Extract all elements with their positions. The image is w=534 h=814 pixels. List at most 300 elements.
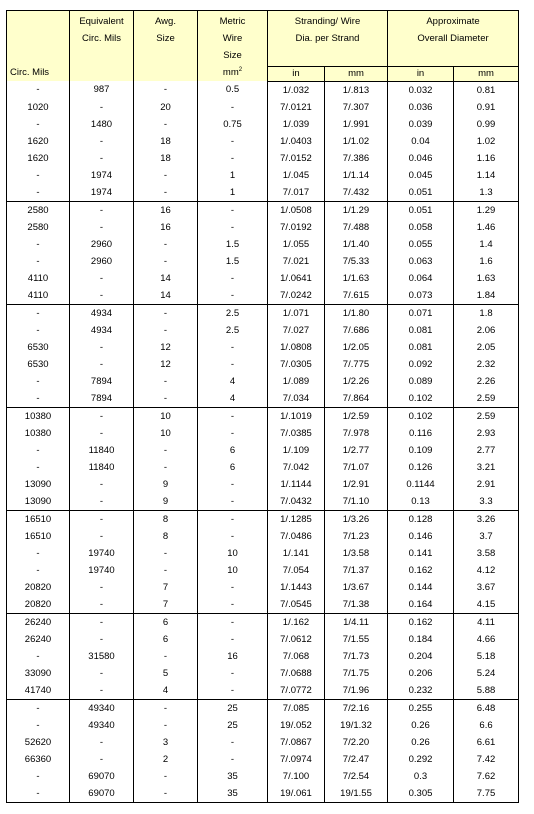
cell-metric-size: -	[198, 613, 268, 631]
header-text: Circ. Mils	[81, 33, 122, 44]
cell-equiv-circ-mils: 987	[70, 81, 134, 99]
cell-strand-in: 1/.1285	[268, 510, 325, 528]
cell-equiv-circ-mils: -	[70, 579, 134, 596]
col-header-stranding	[268, 11, 388, 67]
cell-diameter-in: 0.128	[388, 510, 454, 528]
cell-diameter-in: 0.063	[388, 253, 454, 270]
cell-strand-mm: 19/1.32	[325, 717, 388, 734]
cell-metric-size: 0.75	[198, 116, 268, 133]
cell-diameter-in: 0.292	[388, 751, 454, 768]
cell-circ-mils: 2580	[7, 219, 70, 236]
cell-strand-mm: 1/2.26	[325, 373, 388, 390]
table-row	[7, 528, 519, 545]
cell-equiv-circ-mils: -	[70, 425, 134, 442]
cell-diameter-mm: 4.11	[454, 613, 519, 631]
cell-strand-mm: 7/1.96	[325, 682, 388, 700]
cell-strand-mm: 7/2.47	[325, 751, 388, 768]
cell-strand-mm: 7/2.20	[325, 734, 388, 751]
cell-equiv-circ-mils: 31580	[70, 648, 134, 665]
cell-diameter-in: 0.102	[388, 390, 454, 408]
cell-circ-mils: -	[7, 236, 70, 253]
cell-awg-size: 18	[134, 150, 198, 167]
cell-diameter-mm: 2.91	[454, 476, 519, 493]
cell-strand-in: 7/.0432	[268, 493, 325, 511]
table-row	[7, 734, 519, 751]
subheader-diameter-in: in	[388, 66, 454, 81]
cell-circ-mils: 16510	[7, 510, 70, 528]
table-row	[7, 648, 519, 665]
cell-strand-mm: 7/1.07	[325, 459, 388, 476]
cell-equiv-circ-mils: -	[70, 270, 134, 287]
cell-diameter-mm: 4.12	[454, 562, 519, 579]
cell-strand-in: 1/.0508	[268, 201, 325, 219]
header-text: Awg.	[155, 16, 176, 27]
cell-diameter-mm: 4.66	[454, 631, 519, 648]
header-text: Approximate	[426, 16, 480, 27]
cell-awg-size: -	[134, 253, 198, 270]
cell-diameter-in: 0.04	[388, 133, 454, 150]
cell-strand-mm: 1/1.29	[325, 201, 388, 219]
cell-equiv-circ-mils: -	[70, 493, 134, 511]
cell-strand-in: 1/.071	[268, 304, 325, 322]
cell-awg-size: 16	[134, 219, 198, 236]
table-row	[7, 201, 519, 219]
cell-strand-in: 19/.061	[268, 785, 325, 803]
table-row	[7, 304, 519, 322]
cell-strand-mm: 19/1.55	[325, 785, 388, 803]
cell-strand-in: 1/.032	[268, 81, 325, 99]
cell-diameter-mm: 2.93	[454, 425, 519, 442]
cell-strand-mm: 1/.991	[325, 116, 388, 133]
table-row	[7, 390, 519, 408]
cell-awg-size: 10	[134, 407, 198, 425]
table-row	[7, 785, 519, 803]
cell-diameter-mm: 1.6	[454, 253, 519, 270]
cell-strand-mm: 7/.864	[325, 390, 388, 408]
cell-metric-size: -	[198, 665, 268, 682]
table-row	[7, 81, 519, 99]
cell-equiv-circ-mils: 1480	[70, 116, 134, 133]
cell-diameter-mm: 3.3	[454, 493, 519, 511]
cell-metric-size: 6	[198, 442, 268, 459]
cell-metric-size: -	[198, 579, 268, 596]
cell-awg-size: -	[134, 785, 198, 803]
cell-diameter-mm: 3.58	[454, 545, 519, 562]
cell-circ-mils: -	[7, 785, 70, 803]
cell-metric-size: 10	[198, 545, 268, 562]
cell-circ-mils: 10380	[7, 425, 70, 442]
cell-equiv-circ-mils: -	[70, 528, 134, 545]
cell-circ-mils: 1020	[7, 99, 70, 116]
cell-awg-size: -	[134, 167, 198, 184]
cell-equiv-circ-mils: -	[70, 201, 134, 219]
cell-circ-mils: 13090	[7, 476, 70, 493]
cell-metric-size: -	[198, 493, 268, 511]
cell-strand-mm: 1/2.59	[325, 407, 388, 425]
cell-strand-in: 7/.0486	[268, 528, 325, 545]
cell-diameter-in: 0.092	[388, 356, 454, 373]
cell-strand-in: 1/.1144	[268, 476, 325, 493]
cell-circ-mils: 52620	[7, 734, 70, 751]
header-text: Metric	[219, 16, 246, 27]
table-row	[7, 545, 519, 562]
cell-diameter-mm: 1.84	[454, 287, 519, 305]
cell-strand-in: 19/.052	[268, 717, 325, 734]
cell-equiv-circ-mils: -	[70, 682, 134, 700]
cell-diameter-in: 0.232	[388, 682, 454, 700]
cell-circ-mils: -	[7, 81, 70, 99]
cell-circ-mils: -	[7, 768, 70, 785]
cell-diameter-in: 0.116	[388, 425, 454, 442]
table-row	[7, 510, 519, 528]
cell-awg-size: -	[134, 304, 198, 322]
cell-strand-in: 7/.0192	[268, 219, 325, 236]
cell-diameter-mm: 1.4	[454, 236, 519, 253]
cell-circ-mils: 10380	[7, 407, 70, 425]
cell-awg-size: -	[134, 322, 198, 339]
cell-equiv-circ-mils: -	[70, 133, 134, 150]
cell-circ-mils: -	[7, 442, 70, 459]
table-row	[7, 116, 519, 133]
cell-circ-mils: -	[7, 459, 70, 476]
cell-equiv-circ-mils: -	[70, 99, 134, 116]
table-row	[7, 631, 519, 648]
cell-strand-in: 7/.0974	[268, 751, 325, 768]
cell-circ-mils: -	[7, 167, 70, 184]
cell-diameter-mm: 2.05	[454, 339, 519, 356]
cell-equiv-circ-mils: -	[70, 356, 134, 373]
cell-diameter-mm: 6.61	[454, 734, 519, 751]
cell-equiv-circ-mils: 2960	[70, 236, 134, 253]
cell-diameter-mm: 5.24	[454, 665, 519, 682]
cell-diameter-mm: 3.67	[454, 579, 519, 596]
cell-diameter-in: 0.036	[388, 99, 454, 116]
cell-strand-mm: 7/.488	[325, 219, 388, 236]
cell-awg-size: 6	[134, 613, 198, 631]
cell-metric-size: -	[198, 99, 268, 116]
cell-diameter-in: 0.146	[388, 528, 454, 545]
cell-strand-in: 7/.0152	[268, 150, 325, 167]
cell-awg-size: -	[134, 116, 198, 133]
cell-metric-size: -	[198, 425, 268, 442]
table-row	[7, 287, 519, 305]
cell-circ-mils: 4110	[7, 287, 70, 305]
cell-circ-mils: -	[7, 562, 70, 579]
cell-diameter-in: 0.204	[388, 648, 454, 665]
header-text: Size	[156, 33, 175, 44]
cell-strand-mm: 1/1.40	[325, 236, 388, 253]
cell-awg-size: -	[134, 442, 198, 459]
cell-diameter-in: 0.081	[388, 339, 454, 356]
cell-strand-in: 7/.021	[268, 253, 325, 270]
cell-strand-mm: 7/2.54	[325, 768, 388, 785]
cell-equiv-circ-mils: -	[70, 596, 134, 614]
table-row	[7, 768, 519, 785]
col-header-circ-mils: Circ. Mils	[7, 11, 70, 82]
col-header-approx-diameter	[388, 11, 519, 67]
cell-strand-mm: 7/1.55	[325, 631, 388, 648]
table-row	[7, 579, 519, 596]
cell-strand-in: 7/.0242	[268, 287, 325, 305]
cell-metric-size: -	[198, 356, 268, 373]
cell-metric-size: -	[198, 133, 268, 150]
cell-awg-size: -	[134, 236, 198, 253]
cell-equiv-circ-mils: 1974	[70, 167, 134, 184]
cell-diameter-in: 0.26	[388, 717, 454, 734]
cell-strand-mm: 7/.775	[325, 356, 388, 373]
cell-diameter-mm: 0.91	[454, 99, 519, 116]
col-header-metric-wire-size	[198, 11, 268, 82]
cell-diameter-in: 0.126	[388, 459, 454, 476]
cell-strand-mm: 7/.307	[325, 99, 388, 116]
cell-diameter-mm: 1.46	[454, 219, 519, 236]
cell-metric-size: 0.5	[198, 81, 268, 99]
cell-equiv-circ-mils: -	[70, 150, 134, 167]
cell-circ-mils: 26240	[7, 631, 70, 648]
cell-diameter-mm: 6.6	[454, 717, 519, 734]
cell-awg-size: -	[134, 768, 198, 785]
cell-metric-size: 2.5	[198, 304, 268, 322]
cell-awg-size: -	[134, 648, 198, 665]
cell-strand-mm: 1/2.91	[325, 476, 388, 493]
cell-metric-size: -	[198, 339, 268, 356]
cell-circ-mils: -	[7, 373, 70, 390]
table-row	[7, 425, 519, 442]
cell-strand-mm: 7/1.23	[325, 528, 388, 545]
cell-strand-mm: 7/.386	[325, 150, 388, 167]
cell-diameter-in: 0.13	[388, 493, 454, 511]
cell-diameter-mm: 1.14	[454, 167, 519, 184]
cell-equiv-circ-mils: -	[70, 407, 134, 425]
cell-diameter-mm: 1.02	[454, 133, 519, 150]
cell-metric-size: -	[198, 201, 268, 219]
cell-equiv-circ-mils: 4934	[70, 322, 134, 339]
cell-strand-in: 7/.0772	[268, 682, 325, 700]
cell-diameter-in: 0.141	[388, 545, 454, 562]
cell-diameter-mm: 2.32	[454, 356, 519, 373]
table-row	[7, 167, 519, 184]
cell-strand-in: 7/.0385	[268, 425, 325, 442]
table-header	[7, 11, 519, 82]
cell-strand-mm: 7/.432	[325, 184, 388, 202]
col-header-awg-size	[134, 11, 198, 82]
cell-awg-size: 8	[134, 510, 198, 528]
cell-strand-mm: 1/3.58	[325, 545, 388, 562]
cell-diameter-mm: 4.15	[454, 596, 519, 614]
cell-metric-size: -	[198, 150, 268, 167]
cell-strand-in: 7/.0545	[268, 596, 325, 614]
cell-awg-size: -	[134, 390, 198, 408]
cell-strand-mm: 1/3.26	[325, 510, 388, 528]
cell-diameter-mm: 3.7	[454, 528, 519, 545]
cell-strand-mm: 7/1.37	[325, 562, 388, 579]
cell-strand-mm: 7/2.16	[325, 699, 388, 717]
table-row	[7, 442, 519, 459]
cell-metric-size: 10	[198, 562, 268, 579]
cell-diameter-in: 0.162	[388, 562, 454, 579]
table-row	[7, 751, 519, 768]
cell-strand-in: 1/.1019	[268, 407, 325, 425]
table-row	[7, 236, 519, 253]
cell-metric-size: -	[198, 596, 268, 614]
cell-equiv-circ-mils: -	[70, 476, 134, 493]
cell-circ-mils: 20820	[7, 579, 70, 596]
table-row	[7, 562, 519, 579]
cell-metric-size: -	[198, 510, 268, 528]
cell-strand-in: 1/.1443	[268, 579, 325, 596]
header-text: Overall Diameter	[417, 33, 489, 44]
cell-equiv-circ-mils: 1974	[70, 184, 134, 202]
cell-strand-in: 1/.141	[268, 545, 325, 562]
cell-metric-size: 35	[198, 785, 268, 803]
cell-metric-size: 2.5	[198, 322, 268, 339]
cell-strand-mm: 7/.686	[325, 322, 388, 339]
table-row	[7, 596, 519, 614]
header-text: Stranding/ Wire	[294, 16, 361, 27]
cell-diameter-in: 0.206	[388, 665, 454, 682]
cell-equiv-circ-mils: -	[70, 631, 134, 648]
table-container	[6, 10, 519, 803]
cell-equiv-circ-mils: 19740	[70, 562, 134, 579]
cell-circ-mils: -	[7, 322, 70, 339]
cell-strand-in: 7/.085	[268, 699, 325, 717]
cell-strand-in: 1/.055	[268, 236, 325, 253]
cell-equiv-circ-mils: -	[70, 219, 134, 236]
table-row	[7, 356, 519, 373]
cell-diameter-in: 0.089	[388, 373, 454, 390]
table-row	[7, 407, 519, 425]
cell-circ-mils: 66360	[7, 751, 70, 768]
cell-awg-size: 10	[134, 425, 198, 442]
cell-metric-size: 6	[198, 459, 268, 476]
cell-equiv-circ-mils: 7894	[70, 390, 134, 408]
cell-circ-mils: 1620	[7, 133, 70, 150]
cell-circ-mils: -	[7, 184, 70, 202]
cell-metric-size: 4	[198, 390, 268, 408]
cell-strand-in: 7/.0688	[268, 665, 325, 682]
cell-strand-in: 7/.017	[268, 184, 325, 202]
cell-diameter-in: 0.1144	[388, 476, 454, 493]
cell-strand-mm: 7/1.38	[325, 596, 388, 614]
cell-circ-mils: -	[7, 253, 70, 270]
cell-strand-in: 7/.042	[268, 459, 325, 476]
cell-diameter-mm: 0.99	[454, 116, 519, 133]
cell-diameter-in: 0.162	[388, 613, 454, 631]
cell-strand-mm: 7/.978	[325, 425, 388, 442]
cell-metric-size: 4	[198, 373, 268, 390]
cell-strand-in: 1/.089	[268, 373, 325, 390]
cell-equiv-circ-mils: 49340	[70, 699, 134, 717]
cell-strand-in: 7/.0121	[268, 99, 325, 116]
cell-awg-size: 12	[134, 339, 198, 356]
cell-circ-mils: 26240	[7, 613, 70, 631]
cell-metric-size: -	[198, 287, 268, 305]
cell-circ-mils: 6530	[7, 339, 70, 356]
cell-strand-mm: 7/5.33	[325, 253, 388, 270]
table-row	[7, 493, 519, 511]
cell-diameter-mm: 1.63	[454, 270, 519, 287]
cell-circ-mils: -	[7, 717, 70, 734]
cell-diameter-mm: 5.88	[454, 682, 519, 700]
cell-diameter-in: 0.144	[388, 579, 454, 596]
cell-strand-in: 1/.162	[268, 613, 325, 631]
cell-strand-in: 1/.0403	[268, 133, 325, 150]
cell-metric-size: 25	[198, 699, 268, 717]
cell-strand-in: 1/.0808	[268, 339, 325, 356]
table-row	[7, 133, 519, 150]
table-row	[7, 339, 519, 356]
cell-equiv-circ-mils: -	[70, 751, 134, 768]
cell-diameter-mm: 2.59	[454, 390, 519, 408]
cell-awg-size: 5	[134, 665, 198, 682]
cell-diameter-in: 0.064	[388, 270, 454, 287]
header-text: Dia. per Strand	[295, 33, 360, 44]
cell-strand-in: 7/.0305	[268, 356, 325, 373]
cell-diameter-in: 0.255	[388, 699, 454, 717]
cell-strand-mm: 1/2.05	[325, 339, 388, 356]
cell-strand-in: 7/.054	[268, 562, 325, 579]
cell-strand-mm: 1/2.77	[325, 442, 388, 459]
cell-awg-size: 7	[134, 596, 198, 614]
cell-metric-size: -	[198, 476, 268, 493]
cell-equiv-circ-mils: 69070	[70, 785, 134, 803]
cell-diameter-in: 0.26	[388, 734, 454, 751]
cell-equiv-circ-mils: -	[70, 287, 134, 305]
cell-equiv-circ-mils: 49340	[70, 717, 134, 734]
cell-equiv-circ-mils: 11840	[70, 459, 134, 476]
table-row	[7, 150, 519, 167]
wire-size-table	[6, 10, 519, 803]
cell-strand-in: 1/.039	[268, 116, 325, 133]
cell-diameter-mm: 6.48	[454, 699, 519, 717]
cell-strand-in: 7/.0612	[268, 631, 325, 648]
table-row	[7, 270, 519, 287]
cell-equiv-circ-mils: 69070	[70, 768, 134, 785]
cell-awg-size: 4	[134, 682, 198, 700]
cell-diameter-mm: 7.62	[454, 768, 519, 785]
cell-awg-size: 6	[134, 631, 198, 648]
cell-diameter-in: 0.055	[388, 236, 454, 253]
subheader-strand-mm: mm	[325, 66, 388, 81]
cell-awg-size: 14	[134, 287, 198, 305]
cell-diameter-in: 0.3	[388, 768, 454, 785]
cell-awg-size: -	[134, 184, 198, 202]
cell-equiv-circ-mils: 19740	[70, 545, 134, 562]
cell-strand-in: 1/.0641	[268, 270, 325, 287]
cell-diameter-mm: 2.06	[454, 322, 519, 339]
cell-awg-size: 18	[134, 133, 198, 150]
cell-metric-size: -	[198, 528, 268, 545]
cell-metric-size: -	[198, 751, 268, 768]
cell-circ-mils: 20820	[7, 596, 70, 614]
cell-equiv-circ-mils: 11840	[70, 442, 134, 459]
cell-diameter-in: 0.058	[388, 219, 454, 236]
cell-diameter-in: 0.081	[388, 322, 454, 339]
cell-awg-size: 3	[134, 734, 198, 751]
table-row	[7, 665, 519, 682]
cell-equiv-circ-mils: -	[70, 510, 134, 528]
cell-equiv-circ-mils: 7894	[70, 373, 134, 390]
table-row	[7, 99, 519, 116]
cell-strand-in: 1/.045	[268, 167, 325, 184]
cell-awg-size: 7	[134, 579, 198, 596]
cell-diameter-mm: 1.16	[454, 150, 519, 167]
cell-circ-mils: 6530	[7, 356, 70, 373]
cell-awg-size: -	[134, 699, 198, 717]
cell-equiv-circ-mils: -	[70, 734, 134, 751]
cell-strand-mm: 1/1.63	[325, 270, 388, 287]
cell-circ-mils: 16510	[7, 528, 70, 545]
